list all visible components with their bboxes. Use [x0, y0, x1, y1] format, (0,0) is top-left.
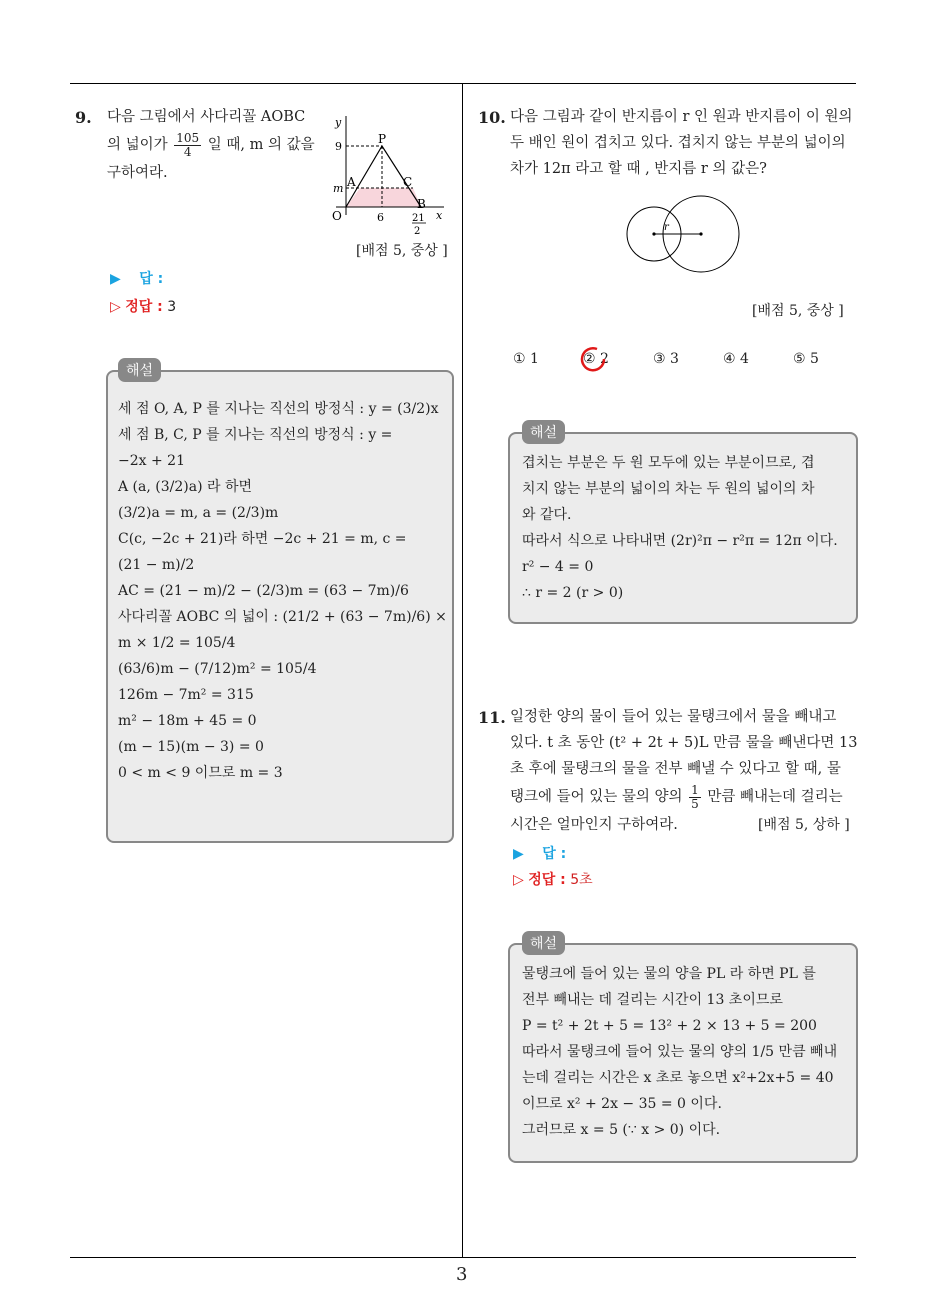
- q9-fig-m: m: [333, 182, 344, 195]
- q9-line1: 다음 그림에서 사다리꼴 AOBC: [107, 109, 306, 125]
- q10-text: [510, 104, 860, 182]
- q10-choice-3[interactable]: ③ 3: [653, 351, 679, 367]
- q9-exp-line: 세 점 B, C, P 를 지나는 직선의 방정식 : y =: [118, 427, 393, 443]
- q10-exp-line: 와 같다.: [522, 507, 572, 523]
- column-divider: [462, 83, 463, 1258]
- q9-answer-row: [110, 268, 163, 288]
- q9-fig-p: P: [378, 132, 387, 146]
- q9-explanation-title: 해설: [118, 358, 161, 382]
- answer-arrow-icon: ▶: [513, 846, 524, 862]
- q11-difficulty: [배점 5, 상하 ]: [758, 817, 850, 833]
- q11-line5: 시간은 얼마인지 구하여라.: [510, 817, 678, 833]
- q10-difficulty: [배점 5, 중상 ]: [752, 303, 844, 319]
- q9-exp-line: (21 − m)/2: [118, 557, 195, 573]
- q9-fig-c: C: [403, 175, 413, 189]
- q9-key-row: [110, 296, 176, 316]
- correct-answer-circle-icon: [578, 345, 608, 375]
- q9-exp-line: (m − 15)(m − 3) = 0: [118, 739, 264, 755]
- q9-area-fraction: $\frac{105}{4}$: [176, 130, 200, 159]
- key-triangle-icon: ▷: [513, 872, 524, 888]
- answer-arrow-icon: ▶: [110, 271, 121, 287]
- q10-exp-line: ∴ r = 2 (r > 0): [522, 585, 624, 601]
- q9-exp-line: (63/6)m − (7/12)m² = 105/4: [118, 661, 317, 677]
- q9-exp-line: 0 < m < 9 이므로 m = 3: [118, 765, 283, 781]
- q9-exp-line: A (a, (3/2)a) 라 하면: [118, 479, 253, 495]
- q9-fig-x: x: [436, 209, 443, 222]
- q10-choice-2[interactable]: ② 2: [583, 351, 609, 367]
- q9-trapezoid-shade: [346, 188, 421, 207]
- q10-line1: 다음 그림과 같이 반지름이 r 인 원과 반지름이 이 원의: [510, 109, 853, 125]
- q9-fig-nine: 9: [335, 140, 342, 153]
- q11-answer-label: 답 :: [542, 846, 567, 862]
- q9-exp-line: m × 1/2 = 105/4: [118, 635, 236, 651]
- q11-exp-line: 그러므로 x = 5 (∵ x > 0) 이다.: [522, 1122, 721, 1138]
- q11-exp-line: 는데 걸리는 시간은 x 초로 놓으면 x²+2x+5 = 40: [522, 1070, 834, 1086]
- q9-exp-line: −2x + 21: [118, 453, 185, 469]
- bottom-rule: [70, 1257, 856, 1258]
- q9-key-value: 3: [167, 299, 177, 315]
- q9-exp-line: (3/2)a = m, a = (2/3)m: [118, 505, 279, 521]
- q9-exp-line: AC = (21 − m)/2 − (2/3)m = (63 − 7m)/6: [118, 583, 409, 599]
- q9-difficulty: [배점 5, 중상 ]: [356, 243, 448, 259]
- q11-explanation-title: 해설: [522, 931, 565, 955]
- q11-exp-line: 전부 빼내는 데 걸리는 시간이 13 초이므로: [522, 992, 783, 1008]
- q10-choice-1[interactable]: ① 1: [513, 351, 539, 367]
- q9-fig-b: B: [417, 197, 426, 211]
- page-number: 3: [456, 1264, 468, 1285]
- q9-exp-line: 세 점 O, A, P 를 지나는 직선의 방정식 : y = (3/2)x: [118, 401, 439, 417]
- q9-trapezoid-figure: [326, 110, 456, 238]
- q9-fig-y: y: [335, 116, 342, 129]
- q10-explanation-lines: [522, 450, 838, 606]
- top-rule: [70, 83, 856, 84]
- q10-exp-line: 치지 않는 부분의 넓이의 차는 두 원의 넓이의 차: [522, 481, 815, 497]
- q11-key-row: [513, 869, 593, 889]
- q10-choice-5[interactable]: ⑤ 5: [793, 351, 819, 367]
- q10-fig-r: r: [664, 222, 669, 233]
- q11-line4: 탱크에 들어 있는 물의 양의 $\frac{1}{5}$ 만큼 빼내는데 걸리는: [510, 782, 843, 811]
- q9-text: [107, 104, 322, 186]
- q11-exp-line: 이므로 x² + 2x − 35 = 0 이다.: [522, 1096, 722, 1112]
- q11-line3: 초 후에 물탱크의 물을 전부 빼낼 수 있다고 할 때, 물: [510, 761, 841, 777]
- q10-choice-4[interactable]: ④ 4: [723, 351, 749, 367]
- q11-exp-line: 따라서 물탱크에 들어 있는 물의 양의 1/5 만큼 빼내: [522, 1044, 838, 1060]
- q9-exp-line: m² − 18m + 45 = 0: [118, 713, 257, 729]
- q9-fig-six: 6: [377, 211, 384, 224]
- q10-line2: 두 배인 원이 겹치고 있다. 겹치지 않는 부분의 넓이의: [510, 135, 846, 151]
- q11-number: 11.: [478, 708, 506, 727]
- q9-number: 9.: [75, 108, 92, 127]
- q11-explanation-lines: [522, 961, 837, 1143]
- q9-key-label: 정답 :: [125, 299, 163, 315]
- q9-fig-o: O: [332, 209, 342, 223]
- q10-exp-line: 따라서 식으로 나타내면 (2r)²π − r²π = 12π 이다.: [522, 533, 838, 549]
- q9-fig-a: A: [347, 175, 356, 189]
- q11-fraction: $\frac{1}{5}$: [691, 782, 699, 811]
- q9-line2: 의 넓이가 $\frac{105}{4}$ 일 때, m 의 값을: [107, 130, 315, 159]
- q9-fig-bnum: 21: [412, 213, 425, 224]
- q9-exp-line: C(c, −2c + 21)라 하면 −2c + 21 = m, c =: [118, 531, 407, 547]
- q9-fig-bden: 2: [414, 226, 421, 237]
- q11-exp-line: 물탱크에 들어 있는 물의 양을 PL 라 하면 PL 를: [522, 966, 816, 982]
- q9-exp-line: 사다리꼴 AOBC 의 넓이 : (21/2 + (63 − 7m)/6) ×: [118, 609, 447, 625]
- q10-exp-line: r² − 4 = 0: [522, 559, 594, 575]
- q11-line2: 있다. t 초 동안 (t² + 2t + 5)L 만큼 물을 빼낸다면 13: [510, 735, 858, 751]
- q10-choices: [513, 351, 863, 367]
- q11-exp-line: P = t² + 2t + 5 = 13² + 2 × 13 + 5 = 200: [522, 1018, 817, 1034]
- q9-explanation-lines: [118, 396, 447, 786]
- q9-answer-label: 답 :: [139, 271, 164, 287]
- q11-line1: 일정한 양의 물이 들어 있는 물탱크에서 물을 빼내고: [510, 709, 837, 725]
- q10-number: 10.: [478, 108, 506, 127]
- q10-line3: 차가 12π 라고 할 때 , 반지름 r 의 값은?: [510, 161, 767, 177]
- q11-key-label: 정답 :: [528, 872, 566, 888]
- q10-circles-figure: [620, 190, 750, 280]
- q9-exp-line: 126m − 7m² = 315: [118, 687, 254, 703]
- q11-key-value: 5초: [570, 872, 593, 888]
- key-triangle-icon: ▷: [110, 299, 121, 315]
- q11-answer-row: [513, 843, 566, 863]
- q10-exp-line: 겹치는 부분은 두 원 모두에 있는 부분이므로, 겹: [522, 455, 815, 471]
- q10-explanation-title: 해설: [522, 420, 565, 444]
- q9-line3: 구하여라.: [107, 165, 168, 181]
